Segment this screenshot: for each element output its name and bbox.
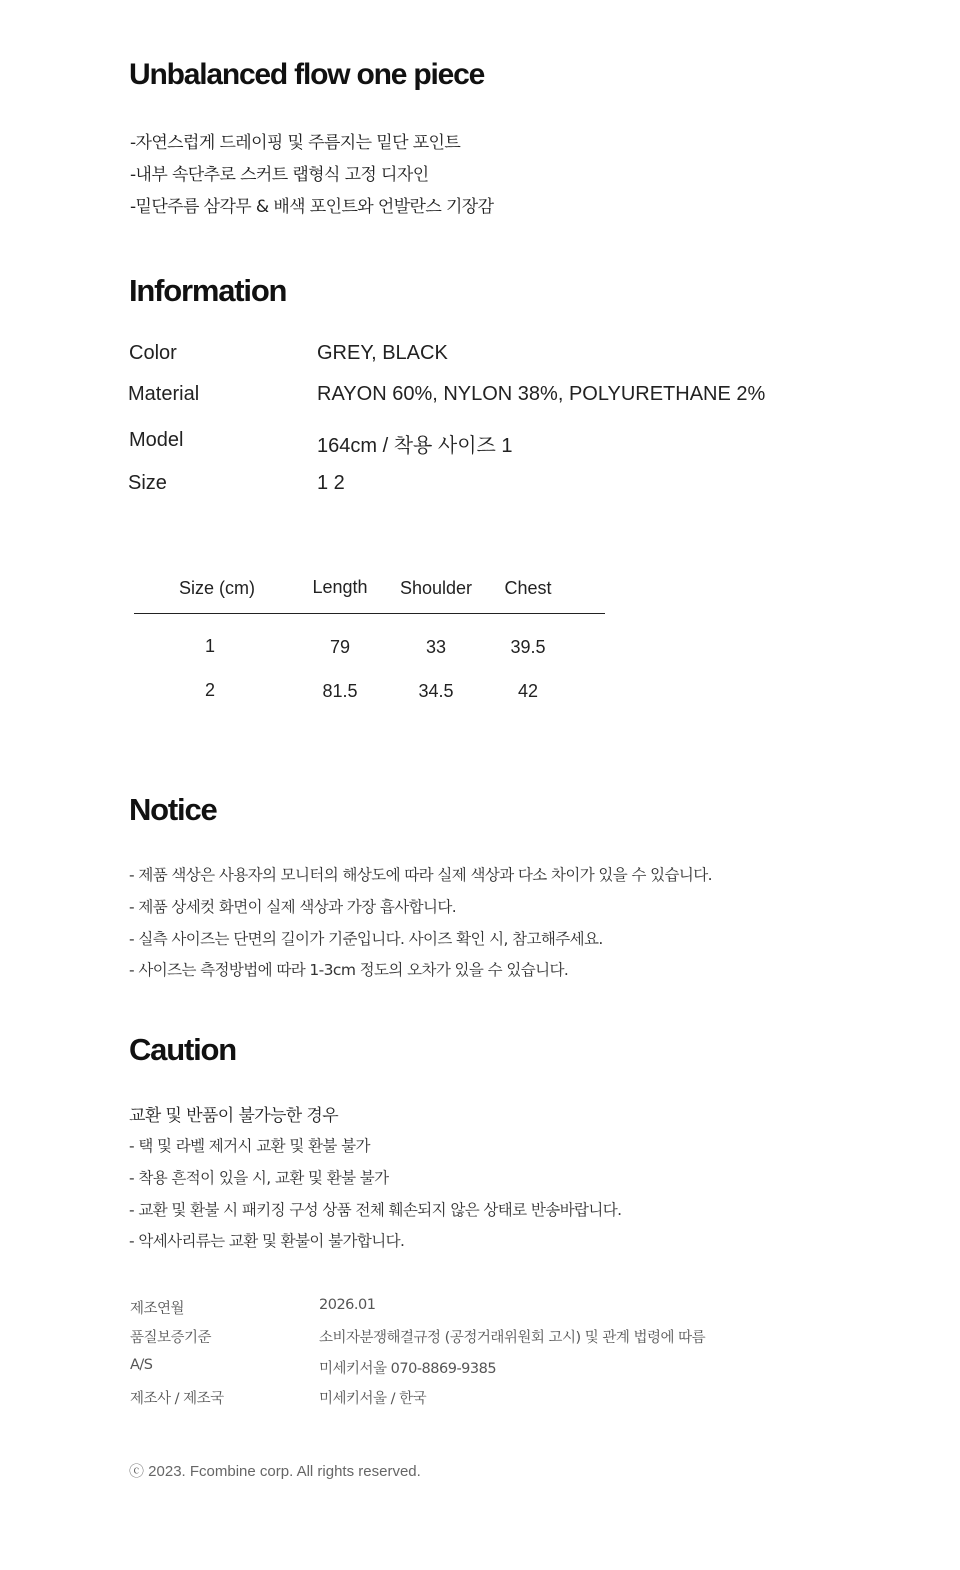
meta-label-quality-standard: 품질보증기준: [130, 1330, 212, 1346]
meta-label-manufacturer: 제조사 / 제조국: [130, 1391, 224, 1407]
info-label-size: Size: [128, 472, 167, 494]
size-table-header-size: Size (cm): [179, 578, 255, 598]
product-point: -밑단주름 삼각무 & 배색 포인트와 언발란스 기장감: [130, 197, 494, 217]
caution-heading: Caution: [129, 1032, 236, 1067]
size-table-cell: 81.5: [322, 681, 358, 701]
info-value-size: 1 2: [317, 472, 345, 494]
meta-value-quality-standard: 소비자분쟁해결규정 (공정거래위원회 고시) 및 관계 법령에 따름: [319, 1330, 706, 1346]
information-heading: Information: [129, 273, 287, 308]
meta-label-manufacture-date: 제조연월: [130, 1301, 185, 1317]
caution-line: - 택 및 라벨 제거시 교환 및 환불 불가: [129, 1137, 370, 1155]
caution-subheading: 교환 및 반품이 불가능한 경우: [129, 1106, 339, 1126]
info-label-material: Material: [128, 383, 200, 405]
caution-line: - 악세사리류는 교환 및 환불이 불가합니다.: [129, 1232, 405, 1250]
info-value-color: GREY, BLACK: [317, 342, 448, 364]
size-table-cell: 34.5: [418, 681, 454, 701]
caution-line: - 착용 흔적이 있을 시, 교환 및 환불 불가: [129, 1169, 389, 1187]
size-table-header-chest: Chest: [504, 578, 552, 598]
size-table-header-shoulder: Shoulder: [399, 578, 473, 598]
caution-line: - 교환 및 환불 시 패키징 구성 상품 전체 훼손되지 않은 상태로 반송바랍니다.: [129, 1201, 622, 1219]
meta-label-as: A/S: [130, 1357, 153, 1373]
notice-line: - 제품 색상은 사용자의 모니터의 해상도에 따라 실제 색상과 다소 차이가 있을 수 있습니다.: [129, 866, 713, 884]
notice-line: - 사이즈는 측정방법에 따라 1-3cm 정도의 오차가 있을 수 있습니다.: [129, 961, 569, 979]
size-table-cell: 39.5: [510, 637, 546, 657]
product-point: -내부 속단추로 스커트 랩형식 고정 디자인: [130, 165, 429, 185]
notice-line: - 실측 사이즈는 단면의 길이가 기준입니다. 사이즈 확인 시, 참고해주세요.: [129, 930, 603, 948]
info-label-model: Model: [129, 429, 184, 451]
size-table-header-length: Length: [312, 577, 368, 597]
footer-copyright: ⓒ 2023. Fcombine corp. All rights reserved.: [129, 1463, 421, 1480]
size-table-cell: 79: [329, 637, 351, 657]
info-label-color: Color: [129, 342, 177, 364]
notice-line: - 제품 상세컷 화면이 실제 색상과 가장 흡사합니다.: [129, 898, 457, 916]
size-table-divider: [134, 613, 605, 614]
notice-heading: Notice: [129, 792, 217, 827]
product-title: Unbalanced flow one piece: [129, 58, 485, 91]
size-table-cell: 1: [204, 636, 215, 656]
size-table-cell: 2: [204, 680, 215, 700]
size-table-cell: 42: [517, 681, 539, 701]
info-value-model: 164cm / 착용 사이즈 1: [317, 435, 513, 457]
meta-value-manufacturer: 미세키서울 / 한국: [319, 1391, 427, 1407]
info-value-material: RAYON 60%, NYLON 38%, POLYURETHANE 2%: [317, 383, 766, 405]
meta-value-manufacture-date: 2026.01: [319, 1297, 376, 1313]
product-point: -자연스럽게 드레이핑 및 주름지는 밑단 포인트: [130, 133, 461, 153]
meta-value-as: 미세키서울 070-8869-9385: [319, 1361, 497, 1377]
size-table-cell: 33: [425, 637, 447, 657]
